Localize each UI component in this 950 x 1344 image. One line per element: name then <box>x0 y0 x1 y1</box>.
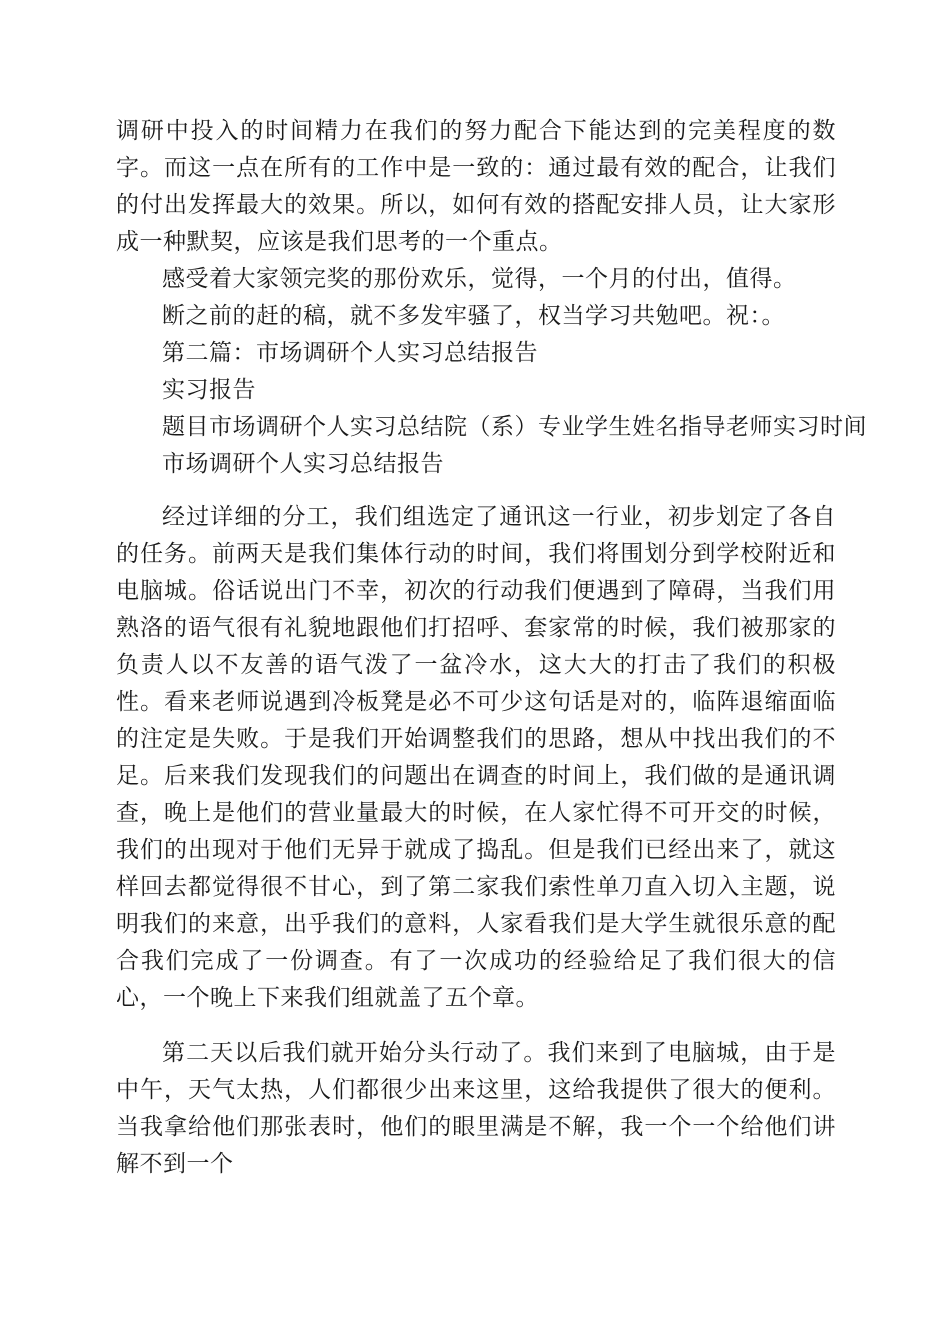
report-meta-line: 题目市场调研个人实习总结院（系）专业学生姓名指导老师实习时间 <box>162 414 867 440</box>
paragraph-award-feeling: 感受着大家领完奖的那份欢乐，觉得，一个月的付出，值得。 <box>162 266 797 292</box>
document-body <box>116 113 867 1183</box>
paragraph-continuation: 调研中投入的时间精力在我们的努力配合下能达到的完美程度的数字。而这一点在所有的工作中是一致的：通过最有效的配合，让我们的付出发挥最大的效果。所以，如何有效的搭配安排人员，让大家形成一种默契，应该是我们思考的一个重点。 <box>116 118 836 255</box>
section-heading: 第二篇：市场调研个人实习总结报告 <box>162 340 538 366</box>
paragraph-first-survey: 经过详细的分工，我们组选定了通讯这一行业，初步划定了各自的任务。前两天是我们集体行动的时间，我们将围划分到学校附近和电脑城。俗话说出门不幸，初次的行动我们便遇到了障碍，当我们用熟洛的语气很有礼貌地跟他们打招呼、套家常的时候，我们被那家的负责人以不友善的语气泼了一盆冷水，这大大的打击了我们的积极性。看来老师说遇到冷板凳是必不可少这句话是对的，临阵退缩面临的注定是失败。于是我们开始调整我们的思路，想从中找出我们的不足。后来我们发现我们的问题出在调查的时间上，我们做的是通讯调查，晚上是他们的营业量最大的时候，在人家忙得不可开交的时候，我们的出现对于他们无异于就成了捣乱。但是我们已经出来了，就这样回去都觉得很不甘心，到了第二家我们索性单刀直入切入主题，说明我们的来意，出乎我们的意料，人家看我们是大学生就很乐意的配合我们完成了一份调查。有了一次成功的经验给足了我们很大的信心，一个晚上下来我们组就盖了五个章。 <box>116 504 836 1011</box>
report-title: 实习报告 <box>162 377 256 403</box>
paragraph-second-day: 第二天以后我们就开始分头行动了。我们来到了电脑城，由于是中午，天气太热，人们都很少出来这里，这给我提供了很大的便利。当我拿给他们那张表时，他们的眼里满是不解，我一个一个给他们讲解不到一个 <box>116 1040 836 1177</box>
paragraph-closing-remark: 断之前的赶的稿，就不多发牢骚了，权当学习共勉吧。祝：。 <box>162 303 785 329</box>
report-subtitle: 市场调研个人实习总结报告 <box>162 451 444 477</box>
